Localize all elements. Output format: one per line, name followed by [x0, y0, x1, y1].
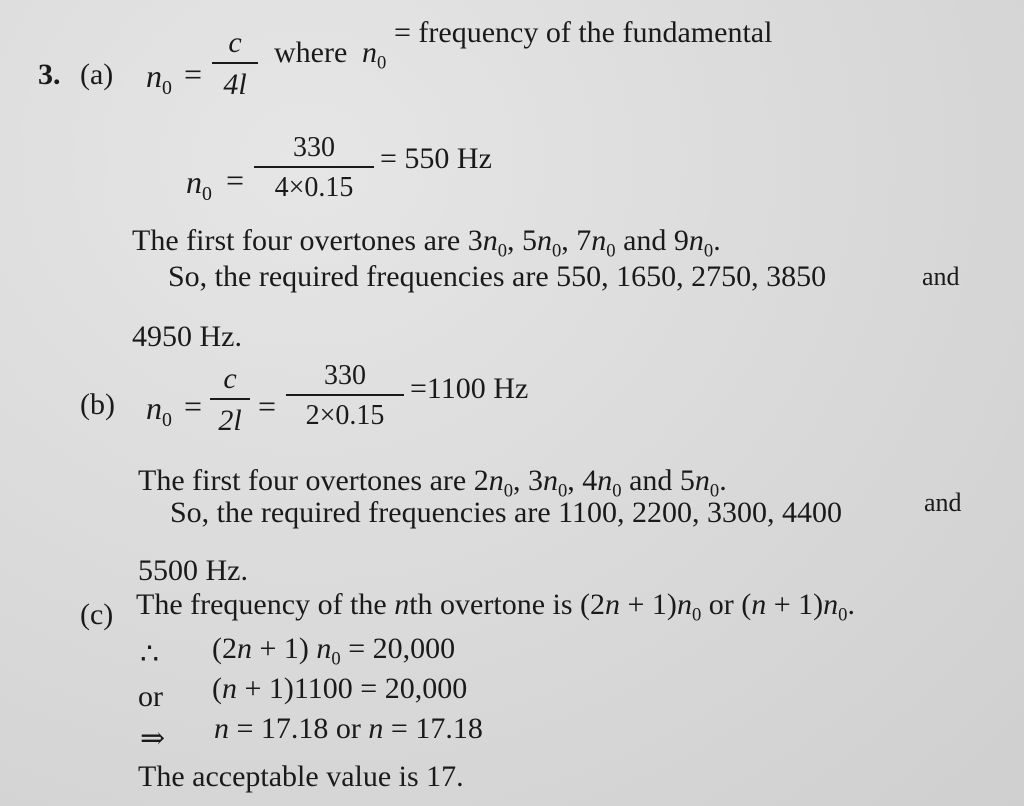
therefore-symbol: ∴ — [140, 638, 160, 671]
fraction-bar — [210, 398, 250, 400]
numerator-330: 330 — [293, 132, 335, 163]
frequencies-end-b: 5500 Hz. — [138, 554, 248, 587]
equation-n-result: n = 17.18 or n = 17.18 — [214, 712, 483, 745]
or-label: or — [138, 680, 163, 713]
equals-sign: = — [184, 56, 203, 92]
frequencies-and-b: and — [924, 488, 962, 517]
numerator-c: c — [223, 362, 237, 395]
fraction-bar — [254, 166, 374, 168]
part-a-label: (a) — [80, 58, 114, 91]
fraction-bar — [212, 62, 258, 64]
frequencies-line-a: So, the required frequencies are 550, 1650, 2750, 3850 — [168, 260, 827, 293]
fraction-bar — [286, 394, 404, 396]
denominator-2x015: 2×0.15 — [305, 400, 385, 431]
frequencies-end-a: 4950 Hz. — [132, 320, 242, 353]
overtones-line-a: The first four overtones are $3n_0$, $5n_0$, $7n_0$ and $9n_0$. — [132, 224, 721, 262]
numerator-c: c — [228, 26, 242, 59]
equation-n-plus-1: (n + 1)1100 = 20,000 — [212, 672, 468, 705]
implies-symbol: ⇒ — [140, 722, 166, 755]
denominator-2l: 2l — [218, 404, 242, 437]
result-1100hz: =1100 Hz — [410, 372, 529, 405]
denominator-4x015: 4×0.15 — [274, 172, 354, 203]
conclusion-text: The acceptable value is 17. — [138, 760, 464, 793]
part-b-label: (b) — [80, 388, 115, 421]
n0-symbol-b: $n_0$ — [186, 164, 212, 205]
fundamental-definition: = frequency of the fundamental — [394, 16, 773, 49]
fraction-c-over-4l — [212, 28, 258, 100]
numerator-330: 330 — [324, 360, 366, 391]
n0-symbol: $n_0$ — [146, 390, 172, 431]
fraction-c-over-2l — [210, 364, 250, 436]
denominator-4l: 4l — [223, 68, 247, 101]
question-number: 3. — [38, 58, 61, 91]
fraction-330-over-2x015 — [286, 362, 404, 430]
equals-sign: = — [184, 388, 203, 424]
n0-symbol: $n_0$ — [146, 58, 172, 99]
equation-2n-plus-1: (2n + 1) $n_0 = 20,000$ — [212, 632, 456, 670]
where-word: where — [274, 36, 348, 69]
equals-sign: = — [226, 162, 245, 198]
overtones-line-b: The first four overtones are $2n_0$, $3n_0$, $4n_0$ and $5n_0$. — [138, 464, 727, 502]
part-c-label: (c) — [80, 598, 114, 631]
result-550hz: = 550 Hz — [380, 142, 492, 175]
frequencies-line-b: So, the required frequencies are 1100, 2200, 3300, 4400 — [170, 496, 843, 529]
frequencies-and-a: and — [922, 262, 960, 291]
fraction-330-over-4x015 — [254, 134, 374, 202]
equals-sign: = — [258, 388, 277, 424]
n0-definition-symbol: $n_0$ — [362, 36, 387, 74]
nth-overtone-line: The frequency of the nth overtone is $(2n + 1)n_0$ or $(n + 1)n_0$. — [136, 588, 855, 626]
